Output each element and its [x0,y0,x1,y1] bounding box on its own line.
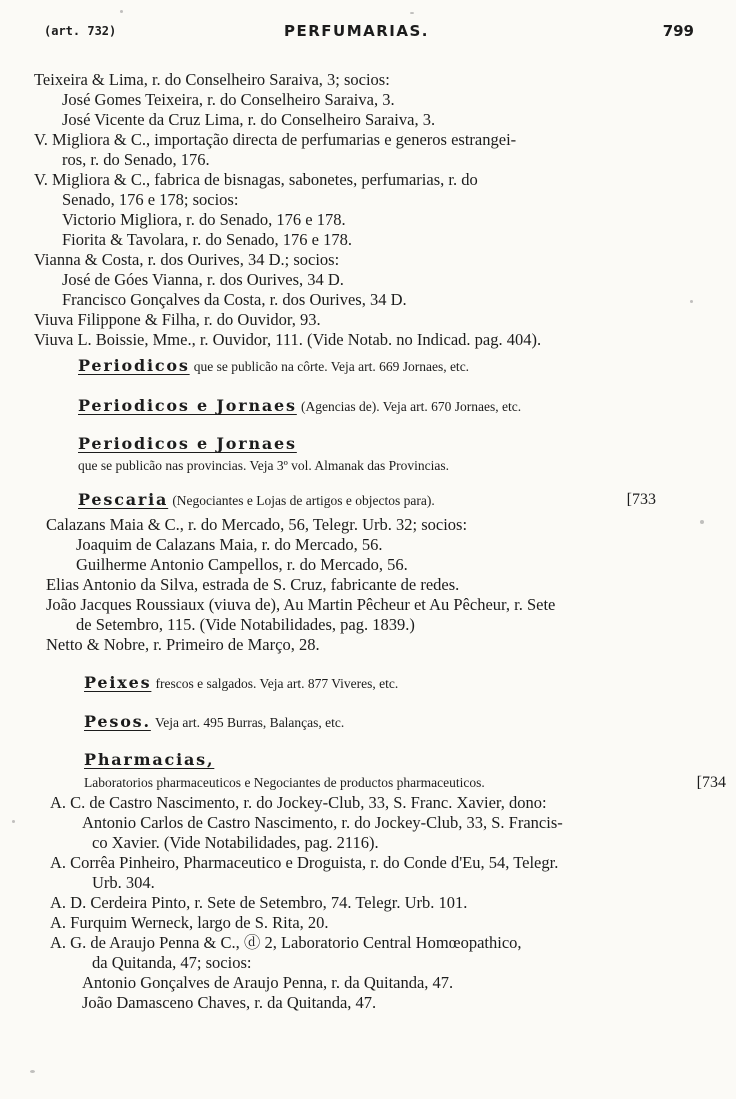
article-ref: (art. 732) [44,24,117,38]
entry-roussiaux: João Jacques Roussiaux (viuva de), Au Martin Pêcheur et Au Pêcheur, r. Sete [46,595,556,614]
entry-elias-silva: Elias Antonio da Silva, estrada de S. Cruz, fabricante de redes. [46,575,460,594]
category-heading: Peixes [84,673,152,692]
entry-partner: Joaquim de Calazans Maia, r. do Mercado, 56. [76,535,383,554]
entry-continuation: de Setembro, 115. (Vide Notabilidades, pag. 1839.) [76,615,415,634]
print-speck [700,520,704,524]
category-note: frescos e salgados. Veja art. 877 Viveres, etc. [155,676,399,691]
page-number: 799 [662,22,694,40]
category-heading: Pharmacias, [84,750,215,769]
category-pescaria [78,490,435,511]
entry-teixeira-lima: Teixeira & Lima, r. do Conselheiro Saraiva, 3; socios: [34,70,390,89]
entry-correa-pinheiro: A. Corrêa Pinheiro, Pharmaceutico e Droguista, r. do Conde d'Eu, 54, Telegr. [50,853,559,872]
entry-partner: José Vicente da Cruz Lima, r. do Conselheiro Saraiva, 3. [62,110,436,129]
entry-vianna-costa: Vianna & Costa, r. dos Ourives, 34 D.; socios: [34,250,340,269]
entry-continuation: ros, r. do Senado, 176. [62,150,210,169]
category-peixes [84,673,398,694]
entry-continuation: Senado, 176 e 178; socios: [62,190,239,209]
entry-castro-nascimento: A. C. de Castro Nascimento, r. do Jockey-Club, 33, S. Franc. Xavier, dono: [50,793,547,812]
category-periodicos-jornaes-provincias [78,434,297,454]
print-speck [30,1070,35,1073]
section-title: PERFUMARIAS. [284,22,429,40]
entry-partner: Antonio Carlos de Castro Nascimento, r. do Jockey-Club, 33, S. Francis- [82,813,563,832]
category-note: Veja art. 495 Burras, Balanças, etc. [154,715,345,730]
category-pharmacias [84,750,214,770]
entry-migliora-fabrica: V. Migliora & C., fabrica de bisnagas, sabonetes, perfumarias, r. do [34,170,478,189]
category-pesos [84,712,344,733]
article-number: [734 [696,774,726,791]
entry-calazans-maia: Calazans Maia & C., r. do Mercado, 56, Telegr. Urb. 32; socios: [46,515,468,534]
entry-partner: João Damasceno Chaves, r. da Quitanda, 47. [82,993,377,1012]
category-note: (Negociantes e Lojas de artigos e objectos para). [172,493,435,508]
entry-viuva-filippone: Viuva Filippone & Filha, r. do Ouvidor, 93. [34,310,321,329]
entry-partner: Victorio Migliora, r. do Senado, 176 e 178. [62,210,346,229]
category-heading: Periodicos e Jornaes [78,434,297,453]
print-speck [690,300,693,303]
entry-partner: José de Góes Vianna, r. dos Ourives, 34 D. [62,270,344,289]
entry-migliora-import: V. Migliora & C., importação directa de perfumarias e generos estrangei- [34,130,517,149]
entry-araujo-penna: A. G. de Araujo Penna & C., ⓓ 2, Laboratorio Central Homœopathico, [50,933,522,952]
entry-continuation: Urb. 304. [92,873,155,892]
category-heading: Pescaria [78,490,169,509]
entry-netto-nobre: Netto & Nobre, r. Primeiro de Março, 28. [46,635,320,654]
category-heading: Periodicos [78,356,190,375]
print-speck [12,820,15,823]
entry-partner: José Gomes Teixeira, r. do Conselheiro Saraiva, 3. [62,90,395,109]
entry-partner: Francisco Gonçalves da Costa, r. dos Ourives, 34 D. [62,290,407,309]
entry-continuation: da Quitanda, 47; socios: [92,953,252,972]
page-header [44,20,694,42]
category-note: que se publicão nas provincias. Veja 3º vol. Almanak das Provincias. [78,458,449,473]
article-number: [733 [626,491,656,508]
category-note: Laboratorios pharmaceuticos e Negociantes de productos pharmaceuticos. [84,775,485,790]
entry-furquim-werneck: A. Furquim Werneck, largo de S. Rita, 20. [50,913,329,932]
entry-partner: Antonio Gonçalves de Araujo Penna, r. da Quitanda, 47. [82,973,454,992]
print-speck [410,12,414,14]
entry-partner: Fiorita & Tavolara, r. do Senado, 176 e 178. [62,230,352,249]
category-periodicos-jornaes-agencias [78,396,521,417]
print-speck [120,10,123,13]
category-note: (Agencias de). Veja art. 670 Jornaes, etc. [300,399,522,414]
entry-cerdeira-pinto: A. D. Cerdeira Pinto, r. Sete de Setembro, 74. Telegr. Urb. 101. [50,893,468,912]
category-note: que se publicão na côrte. Veja art. 669 Jornaes, etc. [193,359,470,374]
entry-viuva-boissie: Viuva L. Boissie, Mme., r. Ouvidor, 111. (Vide Notab. no Indicad. pag. 404). [34,330,542,349]
category-periodicos [78,356,469,377]
entry-partner: Guilherme Antonio Campellos, r. do Mercado, 56. [76,555,408,574]
entry-continuation: co Xavier. (Vide Notabilidades, pag. 2116). [92,833,379,852]
category-heading: Pesos. [84,712,151,731]
category-heading: Periodicos e Jornaes [78,396,297,415]
